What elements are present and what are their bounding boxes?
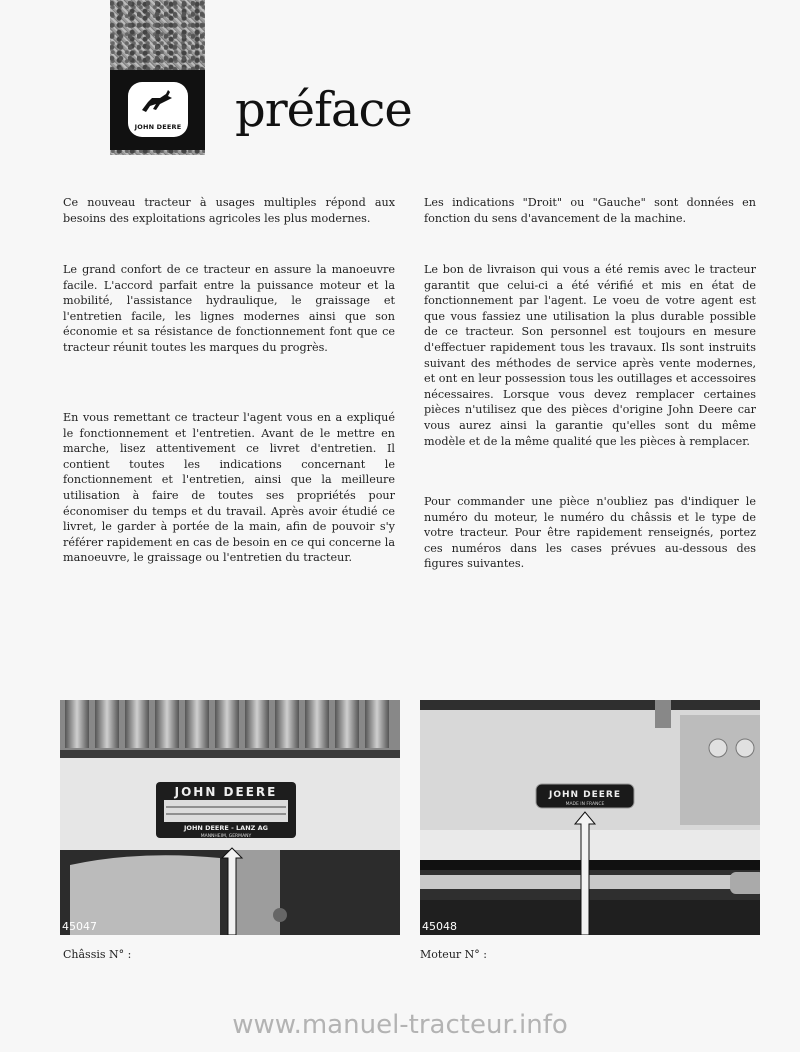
left-paragraph-1: Ce nouveau tracteur à usages multiples répond aux besoins des exploitations agricoles les plus modernes. [63, 196, 395, 225]
deer-icon [138, 88, 178, 118]
left-paragraph-3: En vous remettant ce tracteur l'agent vous en a expliqué le fonctionnement et l'entretien. Avant de le mettre en marche, lisez attentivement ce livret d'entretien. Il contient toutes les indications concernant le fonctionnement et l'entretien, ainsi que la meilleure utilisation à faire de toutes ses propriétés pour économiser du temps et du travail. Après avoir étudié ce livret, le garder à portée de la main, afin de pouvoir s'y référer rapidement en cas de besoin en ce qui concerne la manoeuvre, le graissage ou l'entretien du tracteur. [63, 411, 395, 565]
chassis-caption: Châssis N° : [63, 948, 132, 961]
john-deere-logo [110, 70, 205, 150]
chassis-photo-number: 45047 [62, 920, 97, 933]
chassis-plate-photo [60, 700, 400, 935]
right-paragraph-2: Le bon de livraison qui vous a été remis avec le tracteur garantit que celui-ci a été vérifié et mis en état de fonctionnement par l'agent. Le voeu de votre agent est que vous fassiez une utilisation la plus durable possible de ce tracteur. Son personnel est toujours en mesure d'effectuer rapidement tous les travaux. Ils sont instruits suivant des méthodes de service après vente modernes, et ont en leur possession tous les outillages et accessoires nécessaires. Lorsque vous devez remplacer certaines pièces n'utilisez que des pièces d'origine John Deere car vous aurez ainsi la garantie qu'elles sont du même modèle et de la même qualité que les pièces à remplacer. [424, 263, 756, 448]
left-paragraph-2: Le grand confort de ce tracteur en assure la manoeuvre facile. L'accord parfait entre la puissance moteur et la mobilité, l'assistance hydraulique, le graissage et l'entretien facile, les lignes modernes ainsi que son économie et sa résistance de fonctionnement font que ce tracteur réunit toutes les marques du progrès. [63, 263, 395, 354]
engine-plate-title: JOHN DEERE [548, 790, 622, 800]
engine-plate-photo [420, 700, 760, 935]
watermark: www.manuel-tracteur.info [232, 1010, 568, 1040]
right-paragraph-3: Pour commander une pièce n'oubliez pas d'indiquer le numéro du moteur, le numéro du châssis et le type de votre tracteur. Pour être rapidement renseignés, portez ces numéros dans les cases prévues au-dessous des figures suivantes. [424, 495, 756, 571]
page-title: préface [235, 82, 412, 138]
engine-caption: Moteur N° : [420, 948, 487, 961]
right-paragraph-1: Les indications "Droit" ou "Gauche" sont données en fonction du sens d'avancement de la machine. [424, 196, 756, 225]
engine-plate-sub: MADE IN FRANCE [565, 802, 605, 807]
chassis-plate-title: JOHN DEERE [174, 785, 278, 799]
chassis-plate-city: MANNHEIM, GERMANY [200, 834, 252, 839]
logo-text: JOHN DEERE [134, 123, 182, 131]
engine-photo-number: 45048 [422, 920, 457, 933]
logo-badge [128, 82, 188, 137]
chassis-plate-maker: JOHN DEERE - LANZ AG [184, 824, 268, 832]
